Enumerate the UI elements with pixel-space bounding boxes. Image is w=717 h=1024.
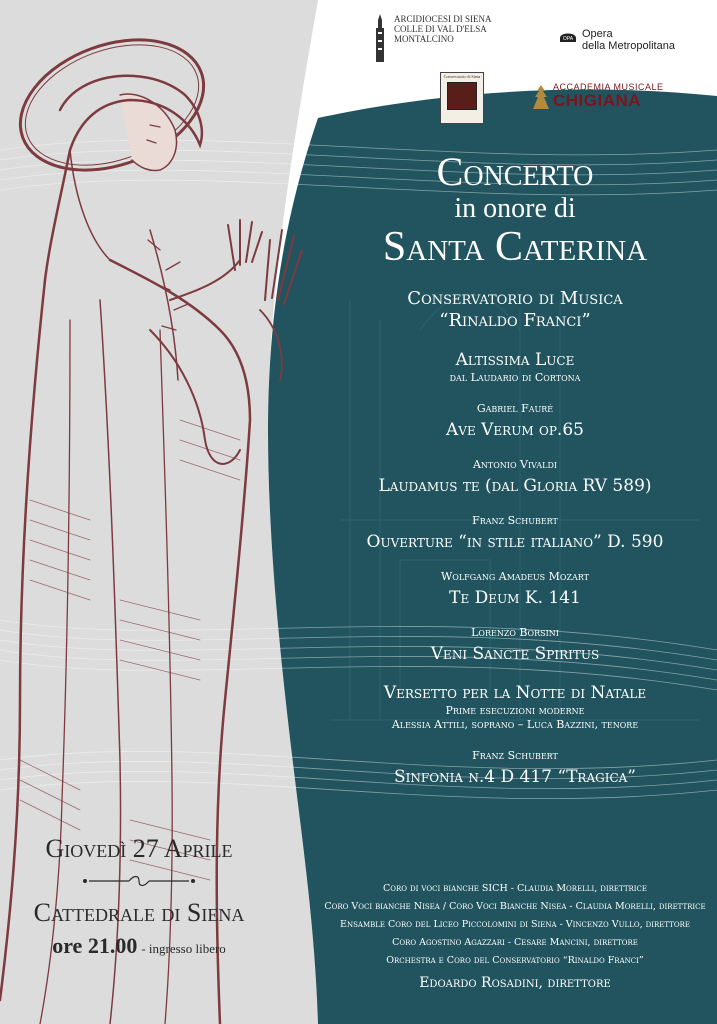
program-item — [322, 458, 708, 497]
work-note: dal Laudario di Cortona — [449, 371, 581, 384]
program-item — [322, 350, 708, 385]
credit-line: Coro Agostino Agazzari - Cesare Mancini, direttore — [392, 937, 638, 948]
chigiana-line-2: CHIGIANA — [553, 91, 642, 110]
opa-mark-text: OPA — [562, 36, 574, 42]
composer-name: Antonio Vivaldi — [472, 458, 558, 471]
work-title: Altissima Luce — [455, 350, 575, 370]
title-line-2: in onore di — [454, 193, 576, 224]
logo-bar — [0, 0, 717, 130]
archdiocese-line-2: COLLE DI VAL D'ELSA — [394, 24, 487, 34]
archdiocese-line-1: ARCIDIOCESI DI SIENA — [394, 14, 492, 24]
event-time-row — [14, 933, 264, 959]
cathedral-tower-icon — [372, 14, 388, 62]
archdiocese-line-3: MONTALCINO — [394, 34, 454, 44]
program-item — [322, 402, 708, 441]
credit-line: Orchestra e Coro del Conservatorio “Rinaldo Franci” — [386, 955, 644, 966]
ornament-divider-icon — [79, 873, 199, 889]
work-title: Veni Sancte Spiritus — [430, 644, 600, 664]
program-item — [322, 683, 708, 732]
work-title: Ave Verum op.65 — [446, 420, 584, 440]
title-line-3: Santa Caterina — [382, 224, 648, 270]
credit-line: Coro di voci bianche SICH - Claudia Morelli, direttrice — [383, 883, 647, 894]
opa-logo — [558, 28, 675, 52]
institution-line-1: Conservatorio di Musica — [407, 288, 623, 309]
work-title: Ouverture “in stile italiano” D. 590 — [366, 532, 664, 552]
event-info — [14, 833, 264, 959]
chigiana-emblem-icon — [533, 85, 549, 109]
conservatory-badge-label: Conservatorio di Siena — [443, 74, 481, 79]
event-date: Giovedì 27 Aprile — [45, 834, 233, 863]
program-item — [322, 626, 708, 665]
director-name: Edoardo Rosadini, direttore — [419, 975, 611, 991]
program-item — [322, 514, 708, 553]
event-entry: - ingresso libero — [141, 941, 226, 956]
conservatory-emblem-icon — [447, 82, 477, 110]
work-note: Prime esecuzioni moderne — [445, 704, 585, 717]
composer-name: Franz Schubert — [472, 514, 558, 527]
performers: Alessia Attili, soprano – Luca Bazzini, tenore — [391, 718, 639, 731]
conservatory-badge — [440, 72, 484, 124]
credits-block — [322, 880, 708, 994]
work-title: Laudamus te (dal Gloria RV 589) — [378, 476, 652, 496]
program-column — [322, 148, 708, 788]
work-title: Sinfonia n.4 D 417 “Tragica” — [394, 767, 636, 787]
opa-line-2: della Metropolitana — [582, 40, 675, 52]
event-time: ore 21.00 — [52, 933, 138, 958]
opa-mark-icon — [558, 28, 578, 46]
program-item — [322, 749, 708, 788]
institution-line-2: “Rinaldo Franci” — [439, 310, 591, 331]
opa-line-1: Opera — [582, 28, 613, 40]
credit-line: Ensamble Coro del Liceo Piccolomini di Siena - Vincenzo Vullo, direttore — [340, 919, 690, 930]
credit-line: Coro Voci bianche Nisea / Coro Voci Bianche Nisea - Claudia Morelli, direttrice — [324, 901, 706, 912]
composer-name: Gabriel Fauré — [476, 402, 554, 415]
work-title: Versetto per la Notte di Natale — [383, 683, 647, 703]
chigiana-line-1: ACCADEMIA MUSICALE — [553, 82, 664, 92]
chigiana-logo — [533, 82, 664, 109]
work-title: Te Deum K. 141 — [449, 588, 581, 608]
archdiocese-logo — [372, 14, 492, 62]
title-line-1: Concerto — [436, 149, 594, 194]
composer-name: Lorenzo Borsini — [471, 626, 559, 639]
composer-name: Franz Schubert — [472, 749, 558, 762]
composer-name: Wolfgang Amadeus Mozart — [440, 570, 590, 583]
program-item — [322, 570, 708, 609]
event-venue: Cattedrale di Siena — [33, 898, 245, 927]
